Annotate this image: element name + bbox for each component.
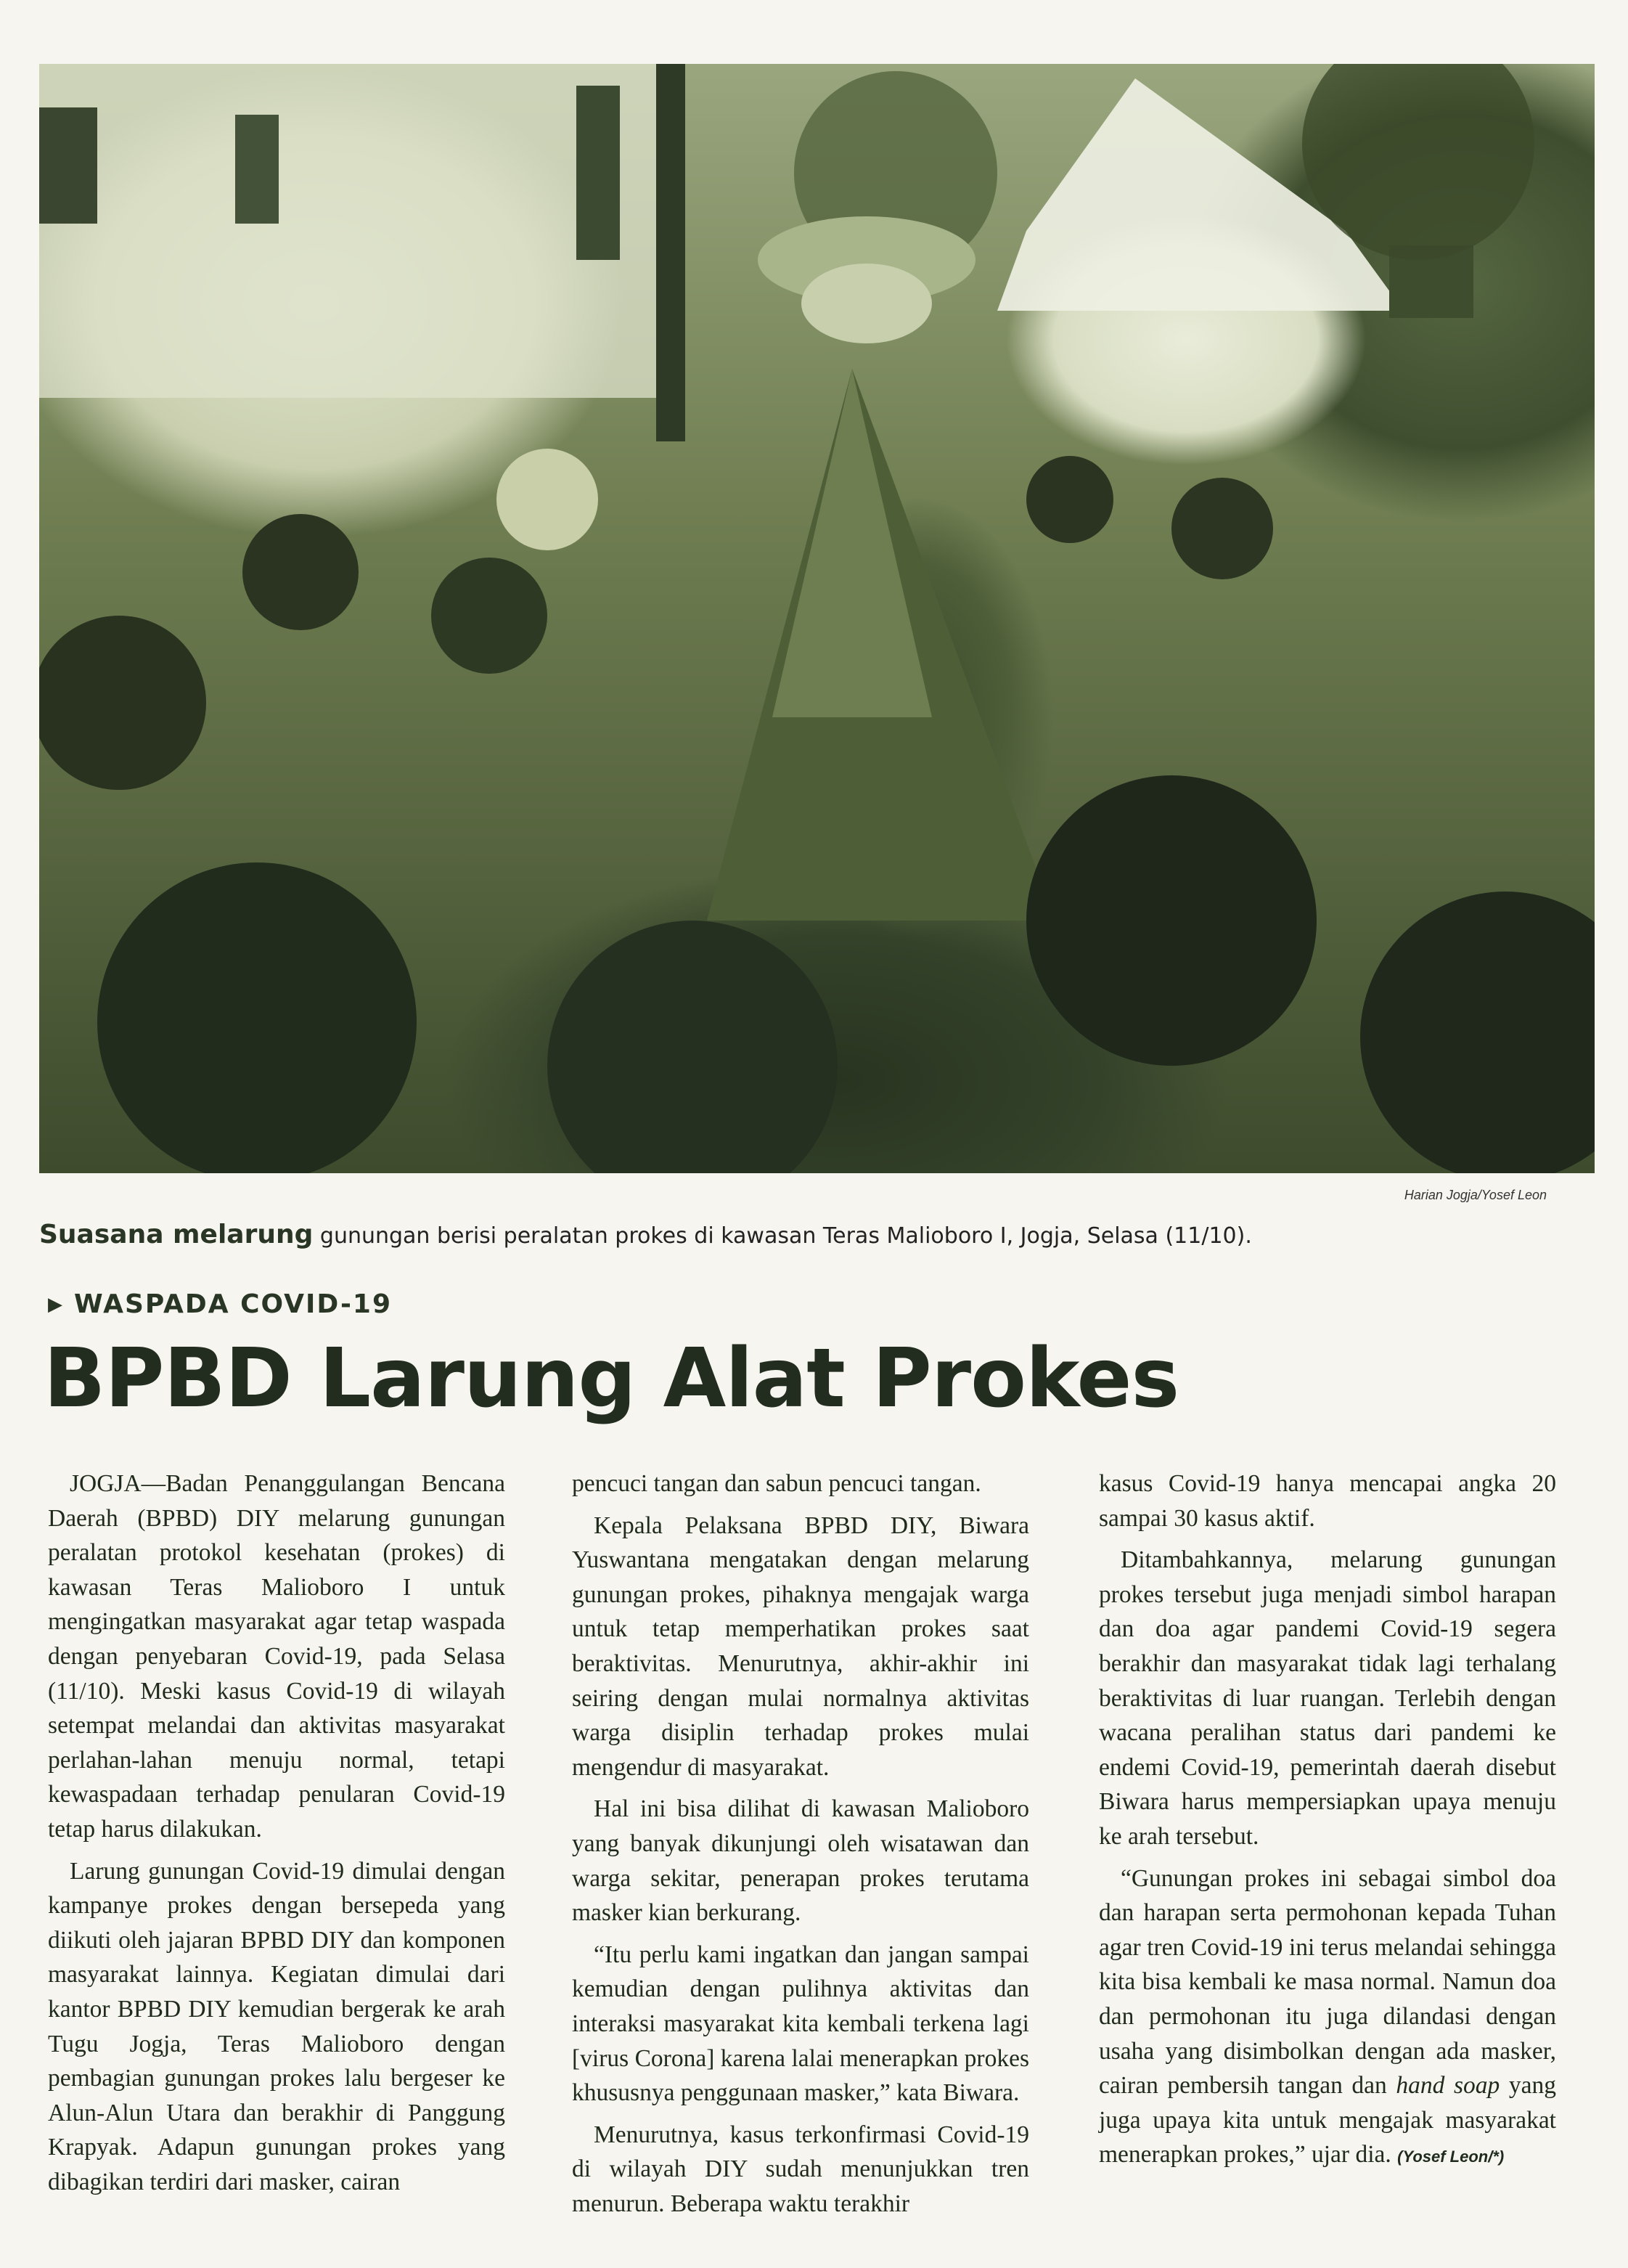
photo-caption [39,1220,1595,1249]
paragraph: “Itu perlu kami ingatkan dan jangan sampai kemudian dengan pulihnya aktivitas dan interaksi masyarakat kita kembali terkena lagi [virus Corona] karena lalai menerapkan prokes khususnya penggunaan masker,” kata Biwara. [572,1941,1029,2107]
article-column-3 [1099,1467,1556,2182]
paragraph: Hal ini bisa dilihat di kawasan Malioboro yang banyak dikunjungi oleh wisatawan dan warga sekitar, penerapan prokes terutama masker kian berkurang. [572,1795,1029,1927]
caption-lead: Suasana melarung [39,1220,314,1249]
paragraph: kasus Covid-19 hanya mencapai angka 20 sampai 30 kasus aktif. [1099,1470,1556,1532]
paragraph: JOGJA—Badan Penanggulangan Bencana Daerah (BPBD) DIY melarung gunungan peralatan protokol kesehatan (prokes) di kawasan Teras Malioboro I untuk mengingatkan masyarakat agar tetap waspada dengan penyebaran Covid-19, pada Selasa (11/10). Meski kasus Covid-19 di wilayah setempat melandai dan aktivitas masyarakat perlahan-lahan menuju normal, tetapi kewaspadaan terhadap penularan Covid-19 tetap harus dilakukan. [48,1470,505,1843]
article-headline: BPBD Larung Alat Prokes [44,1331,1179,1426]
news-photo [39,64,1595,1173]
caption-text: gunungan berisi peralatan prokes di kawasan Teras Malioboro I, Jogja, Selasa (11/10). [313,1223,1252,1249]
paragraph: Kepala Pelaksana BPBD DIY, Biwara Yuswantana mengatakan dengan melarung gunungan prokes, pihaknya mengajak warga untuk tetap memperhatikan prokes saat beraktivitas. Menurutnya, akhir-akhir ini seiring dengan mulai normalnya aktivitas warga disiplin terhadap prokes mulai mengendur di masyarakat. [572,1512,1029,1781]
quote-text-end: yang juga upaya kita untuk mengajak masyarakat menerapkan prokes,” ujar dia. [1099,2072,1557,2169]
paragraph [1099,1861,1556,2174]
article-column-2 [572,1467,1029,2228]
kicker-label: WASPADA COVID-19 [74,1289,393,1319]
paragraph: Ditambahkannya, melarung gunungan prokes tersebut juga menjadi simbol harapan dan doa agar pandemi Covid-19 segera berakhir dan masyarakat tidak lagi terhalang beraktivitas di luar ruangan. Terlebih dengan wacana peralihan status dari pandemi ke endemi Covid-19, pemerintah daerah disebut Biwara harus mempersiapkan upaya menuju ke arah tersebut. [1099,1546,1556,1850]
paragraph: Menurutnya, kasus terkonfirmasi Covid-19 di wilayah DIY sudah menunjukkan tren menurun. Beberapa waktu terakhir [572,2121,1029,2217]
quote-text: “Gunungan prokes ini sebagai simbol doa dan harapan serta permohonan kepada Tuhan agar tren Covid-19 ini terus melandai sehingga kita bisa kembali ke masa normal. Namun doa dan permohonan itu juga dilandasi dengan usaha yang disimbolkan dengan ada masker, cairan pembersih tangan dan [1099,1864,1556,2100]
paragraph: pencuci tangan dan sabun pencuci tangan. [572,1470,981,1497]
author-byline: (Yosef Leon/*) [1397,2147,1505,2166]
caret-right-icon: ▶ [48,1294,64,1315]
section-kicker [48,1289,392,1319]
article-column-1 [48,1467,505,2206]
photo-illustration [39,64,1595,1173]
paragraph: Larung gunungan Covid-19 dimulai dengan kampanye prokes dengan bersepeda yang diikuti oleh jajaran BPBD DIY dan komponen masyarakat lainnya. Kegiatan dimulai dari kantor BPBD DIY kemudian bergerak ke arah Tugu Jogja, Teras Malioboro dengan pembagian gunungan prokes lalu bergeser ke Alun-Alun Utara dan berakhir di Panggung Krapyak. Adapun gunungan prokes yang dibagikan terdiri dari masker, cairan [48,1857,505,2195]
photo-credit: Harian Jogja/Yosef Leon [1404,1188,1547,1202]
quote-italic-term: hand soap [1396,2072,1500,2100]
